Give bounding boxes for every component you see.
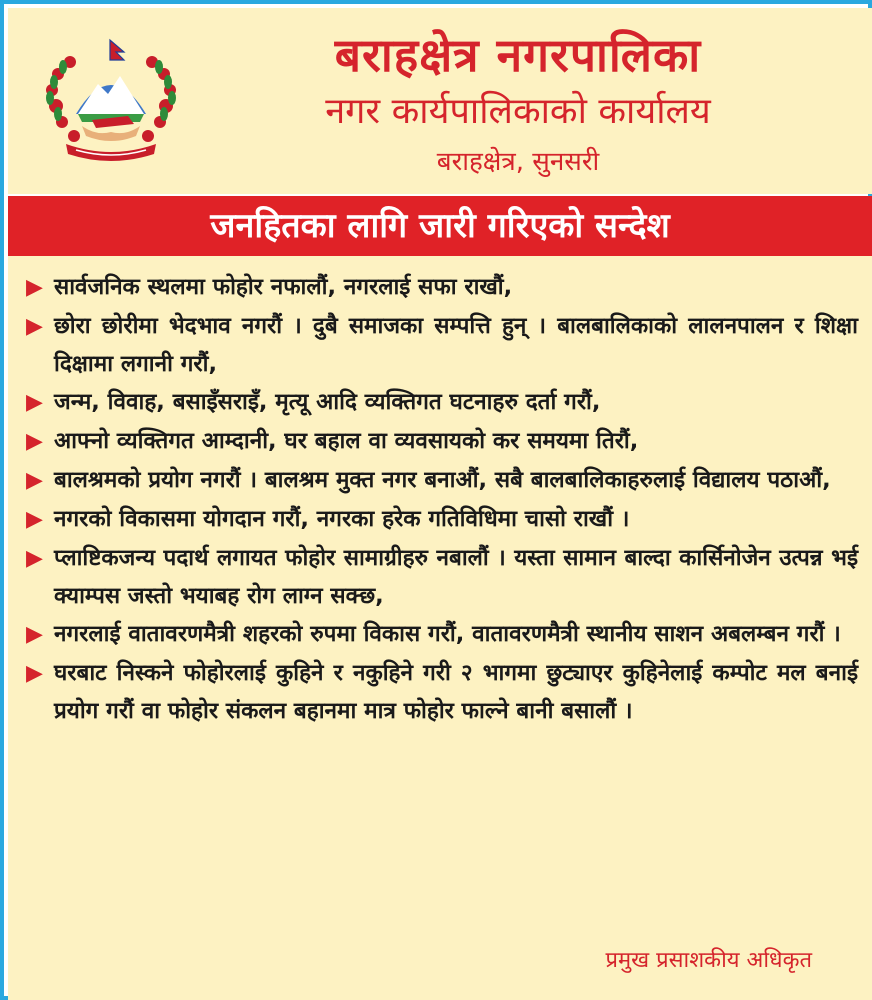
list-item (26, 461, 858, 500)
municipality-title: बराहक्षेत्र नगरपालिका (334, 28, 702, 82)
list-item (26, 615, 858, 654)
bullet-arrow-icon: ▶ (26, 507, 43, 532)
bullet-arrow-icon: ▶ (26, 546, 43, 571)
bullet-arrow-icon: ▶ (26, 468, 43, 493)
list-item (26, 422, 858, 461)
bullet-arrow-icon: ▶ (26, 429, 43, 454)
message-text: प्लाष्टिकजन्य पदार्थ लगायत फोहोर सामाग्रीहरु नबालौं । यस्ता सामान बाल्दा कार्सिनोजेन उत्पन्न भई क्याम्पस जस्तो भयाबह रोग लाग्न सक्छ, (54, 545, 858, 609)
message-text: छोरा छोरीमा भेदभाव नगरौं । दुबै समाजका सम्पत्ति हुन् । बालबालिकाको लालनपालन र शिक्षा दिक्षामा लगानी गरौं, (54, 313, 858, 377)
header (8, 8, 872, 194)
message-list (8, 256, 872, 1000)
list-item (26, 268, 858, 307)
nepal-government-emblem-icon (36, 36, 186, 166)
header-titles (168, 26, 868, 180)
office-subtitle: नगर कार्यपालिकाको कार्यालय (325, 91, 711, 132)
notice-banner: जनहितका लागि जारी गरिएको सन्देश (8, 196, 872, 256)
message-text: सार्वजनिक स्थलमा फोहोर नफालौं, नगरलाई सफा राखौं, (54, 274, 513, 300)
message-text: जन्म, विवाह, बसाइँसराइँ, मृत्यू आदि व्यक्तिगत घटनाहरु दर्ता गरौं, (54, 389, 601, 415)
message-text: बालश्रमको प्रयोग नगरौं । बालश्रम मुक्त नगर बनाऔं, सबै बालबालिकाहरुलाई विद्यालय पठाऔं, (54, 467, 831, 493)
list-item (26, 654, 858, 730)
message-text: आफ्नो व्यक्तिगत आम्दानी, घर बहाल वा व्यवसायको कर समयमा तिरौं, (54, 428, 639, 454)
location-line: बराहक्षेत्र, सुनसरी (436, 147, 600, 177)
message-text: नगरलाई वातावरणमैत्री शहरको रुपमा विकास गरौं, वातावरणमैत्री स्थानीय साशन अबलम्बन गरौं । (54, 621, 841, 647)
list-item (26, 383, 858, 422)
message-text: नगरको विकासमा योगदान गरौं, नगरका हरेक गतिविधिमा चासो राखौं । (54, 506, 630, 532)
bullet-arrow-icon: ▶ (26, 275, 43, 300)
bullet-arrow-icon: ▶ (26, 314, 43, 339)
list-item (26, 539, 858, 615)
bullet-arrow-icon: ▶ (26, 661, 43, 686)
bullet-arrow-icon: ▶ (26, 390, 43, 415)
list-item (26, 307, 858, 383)
message-text: घरबाट निस्कने फोहोरलाई कुहिने र नकुहिने गरी २ भागमा छुट्याएर कुहिनेलाई कम्पोट मल बनाई प्रयोग गरौं वा फोहोर संकलन बहानमा मात्र फोहोर फाल्ने बानी बसालौं । (54, 660, 858, 724)
list-item (26, 500, 858, 539)
signature-designation: प्रमुख प्रसाशकीय अधिकृत (605, 948, 812, 973)
bullet-arrow-icon: ▶ (26, 622, 43, 647)
